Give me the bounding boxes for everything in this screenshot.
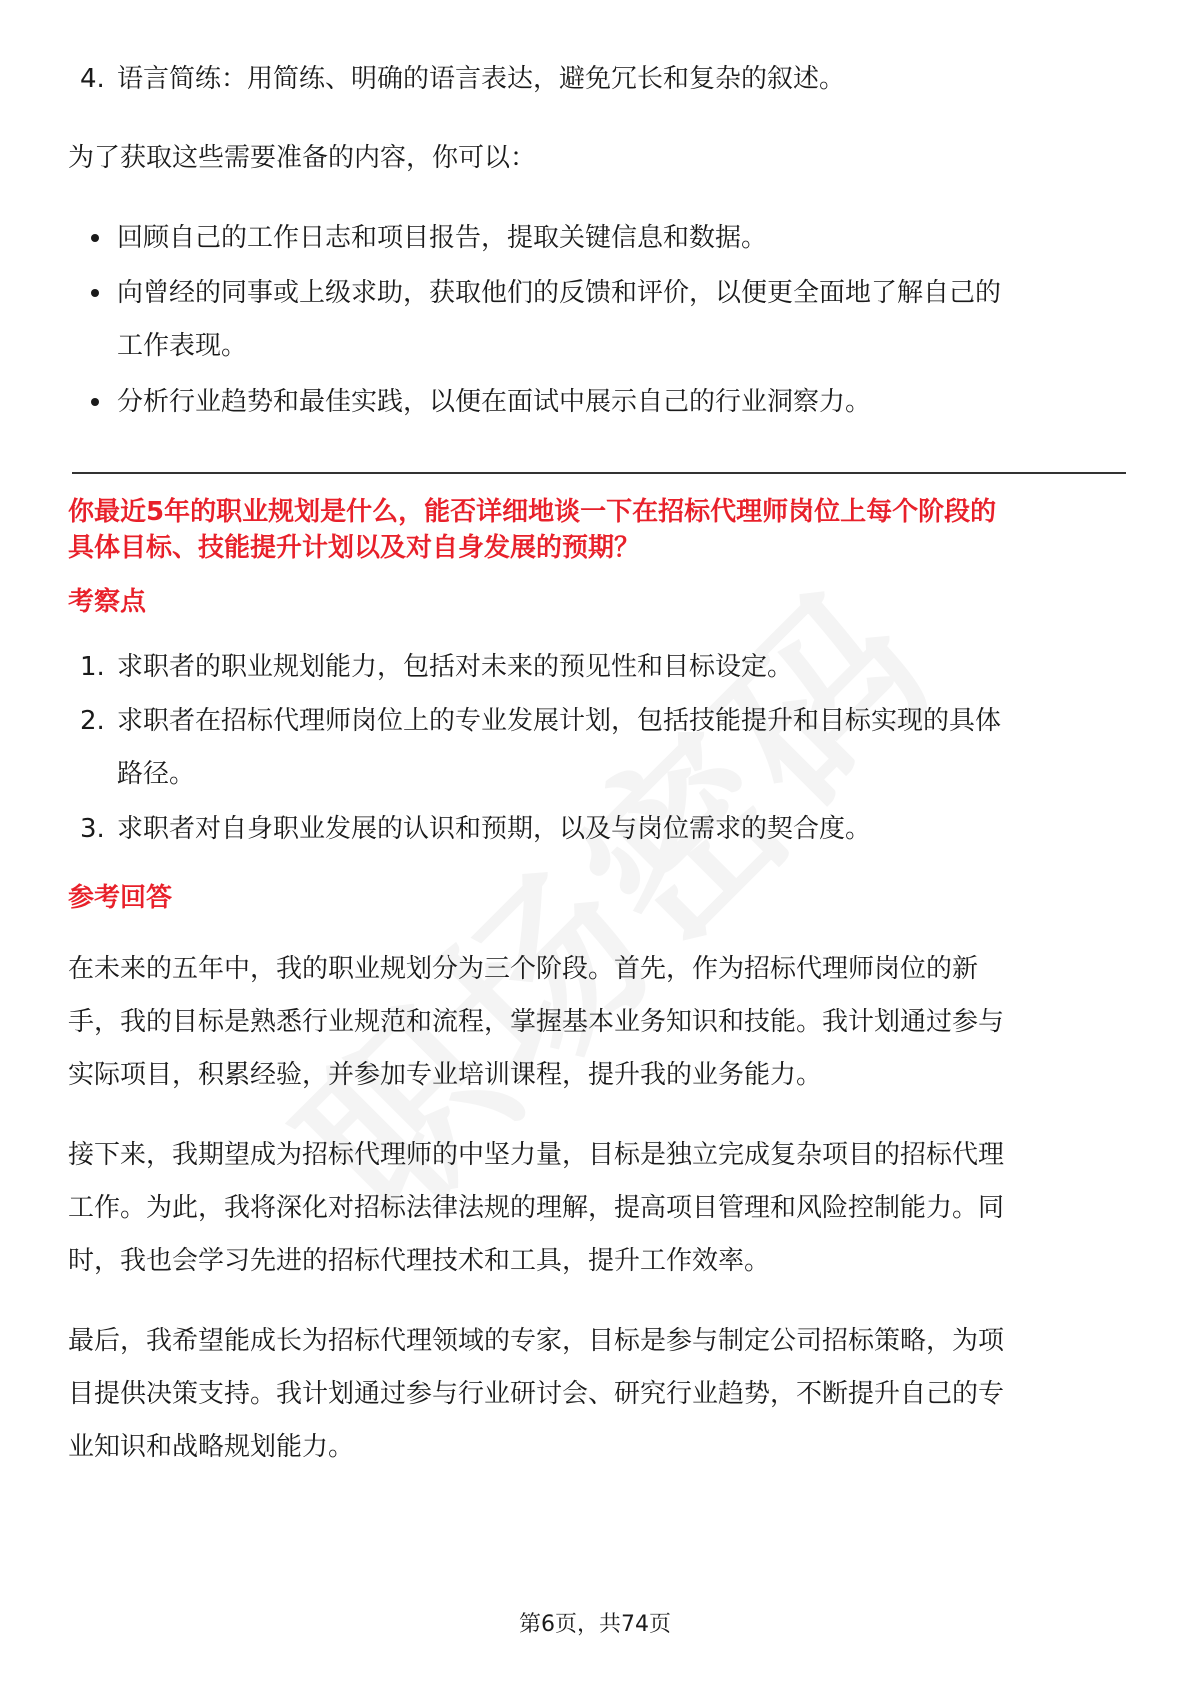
exam-points-heading: 考察点 (68, 587, 147, 617)
list-number: 1. (80, 652, 105, 682)
intro-paragraph: 为了获取这些需要准备的内容，你可以： (68, 143, 537, 173)
bullet-item-text: 工作表现。 (117, 331, 248, 361)
answer-paragraph-line: 目提供决策支持。我计划通过参与行业研讨会、研究行业趋势，不断提升自己的专 (68, 1379, 1005, 1409)
answer-paragraph-line: 工作。为此，我将深化对招标法律法规的理解，提高项目管理和风险控制能力。同 (68, 1193, 1005, 1223)
answer-paragraph-line: 接下来，我期望成为招标代理师的中坚力量，目标是独立完成复杂项目的招标代理 (68, 1140, 1005, 1170)
bullet-item-text: 分析行业趋势和最佳实践，以便在面试中展示自己的行业洞察力。 (117, 387, 872, 417)
list-item-text: 求职者的职业规划能力，包括对未来的预见性和目标设定。 (117, 652, 794, 682)
question-title: 具体目标、技能提升计划以及对自身发展的预期？ (68, 533, 641, 563)
list-item-text: 语言简练：用简练、明确的语言表达，避免冗长和复杂的叙述。 (117, 64, 846, 94)
list-number: 2. (80, 706, 105, 736)
list-number: 4. (80, 64, 105, 94)
bullet-item-text: 回顾自己的工作日志和项目报告，提取关键信息和数据。 (117, 223, 768, 253)
bullet-dot (91, 398, 99, 406)
answer-paragraph-line: 在未来的五年中，我的职业规划分为三个阶段。首先，作为招标代理师岗位的新 (68, 954, 979, 984)
reference-answer-heading: 参考回答 (68, 883, 173, 913)
answer-paragraph-line: 手，我的目标是熟悉行业规范和流程，掌握基本业务知识和技能。我计划通过参与 (68, 1007, 1005, 1037)
answer-paragraph-line: 业知识和战略规划能力。 (68, 1432, 355, 1462)
bullet-dot (91, 289, 99, 297)
answer-paragraph-line: 实际项目，积累经验，并参加专业培训课程，提升我的业务能力。 (68, 1060, 823, 1090)
page-footer: 第6页，共74页 (519, 1612, 671, 1637)
list-item-text: 路径。 (117, 759, 196, 789)
answer-paragraph-line: 最后，我希望能成长为招标代理领域的专家，目标是参与制定公司招标策略，为项 (68, 1326, 1005, 1356)
question-title: 你最近5年的职业规划是什么，能否详细地谈一下在招标代理师岗位上每个阶段的 (68, 497, 997, 527)
bullet-item-text: 向曾经的同事或上级求助，获取他们的反馈和评价，以便更全面地了解自己的 (117, 278, 1002, 308)
list-item-text: 求职者在招标代理师岗位上的专业发展计划，包括技能提升和目标实现的具体 (117, 706, 1002, 736)
section-divider (72, 472, 1126, 474)
list-item-text: 求职者对自身职业发展的认识和预期，以及与岗位需求的契合度。 (117, 814, 872, 844)
list-number: 3. (80, 814, 105, 844)
bullet-dot (91, 234, 99, 242)
answer-paragraph-line: 时，我也会学习先进的招标代理技术和工具，提升工作效率。 (68, 1246, 771, 1276)
